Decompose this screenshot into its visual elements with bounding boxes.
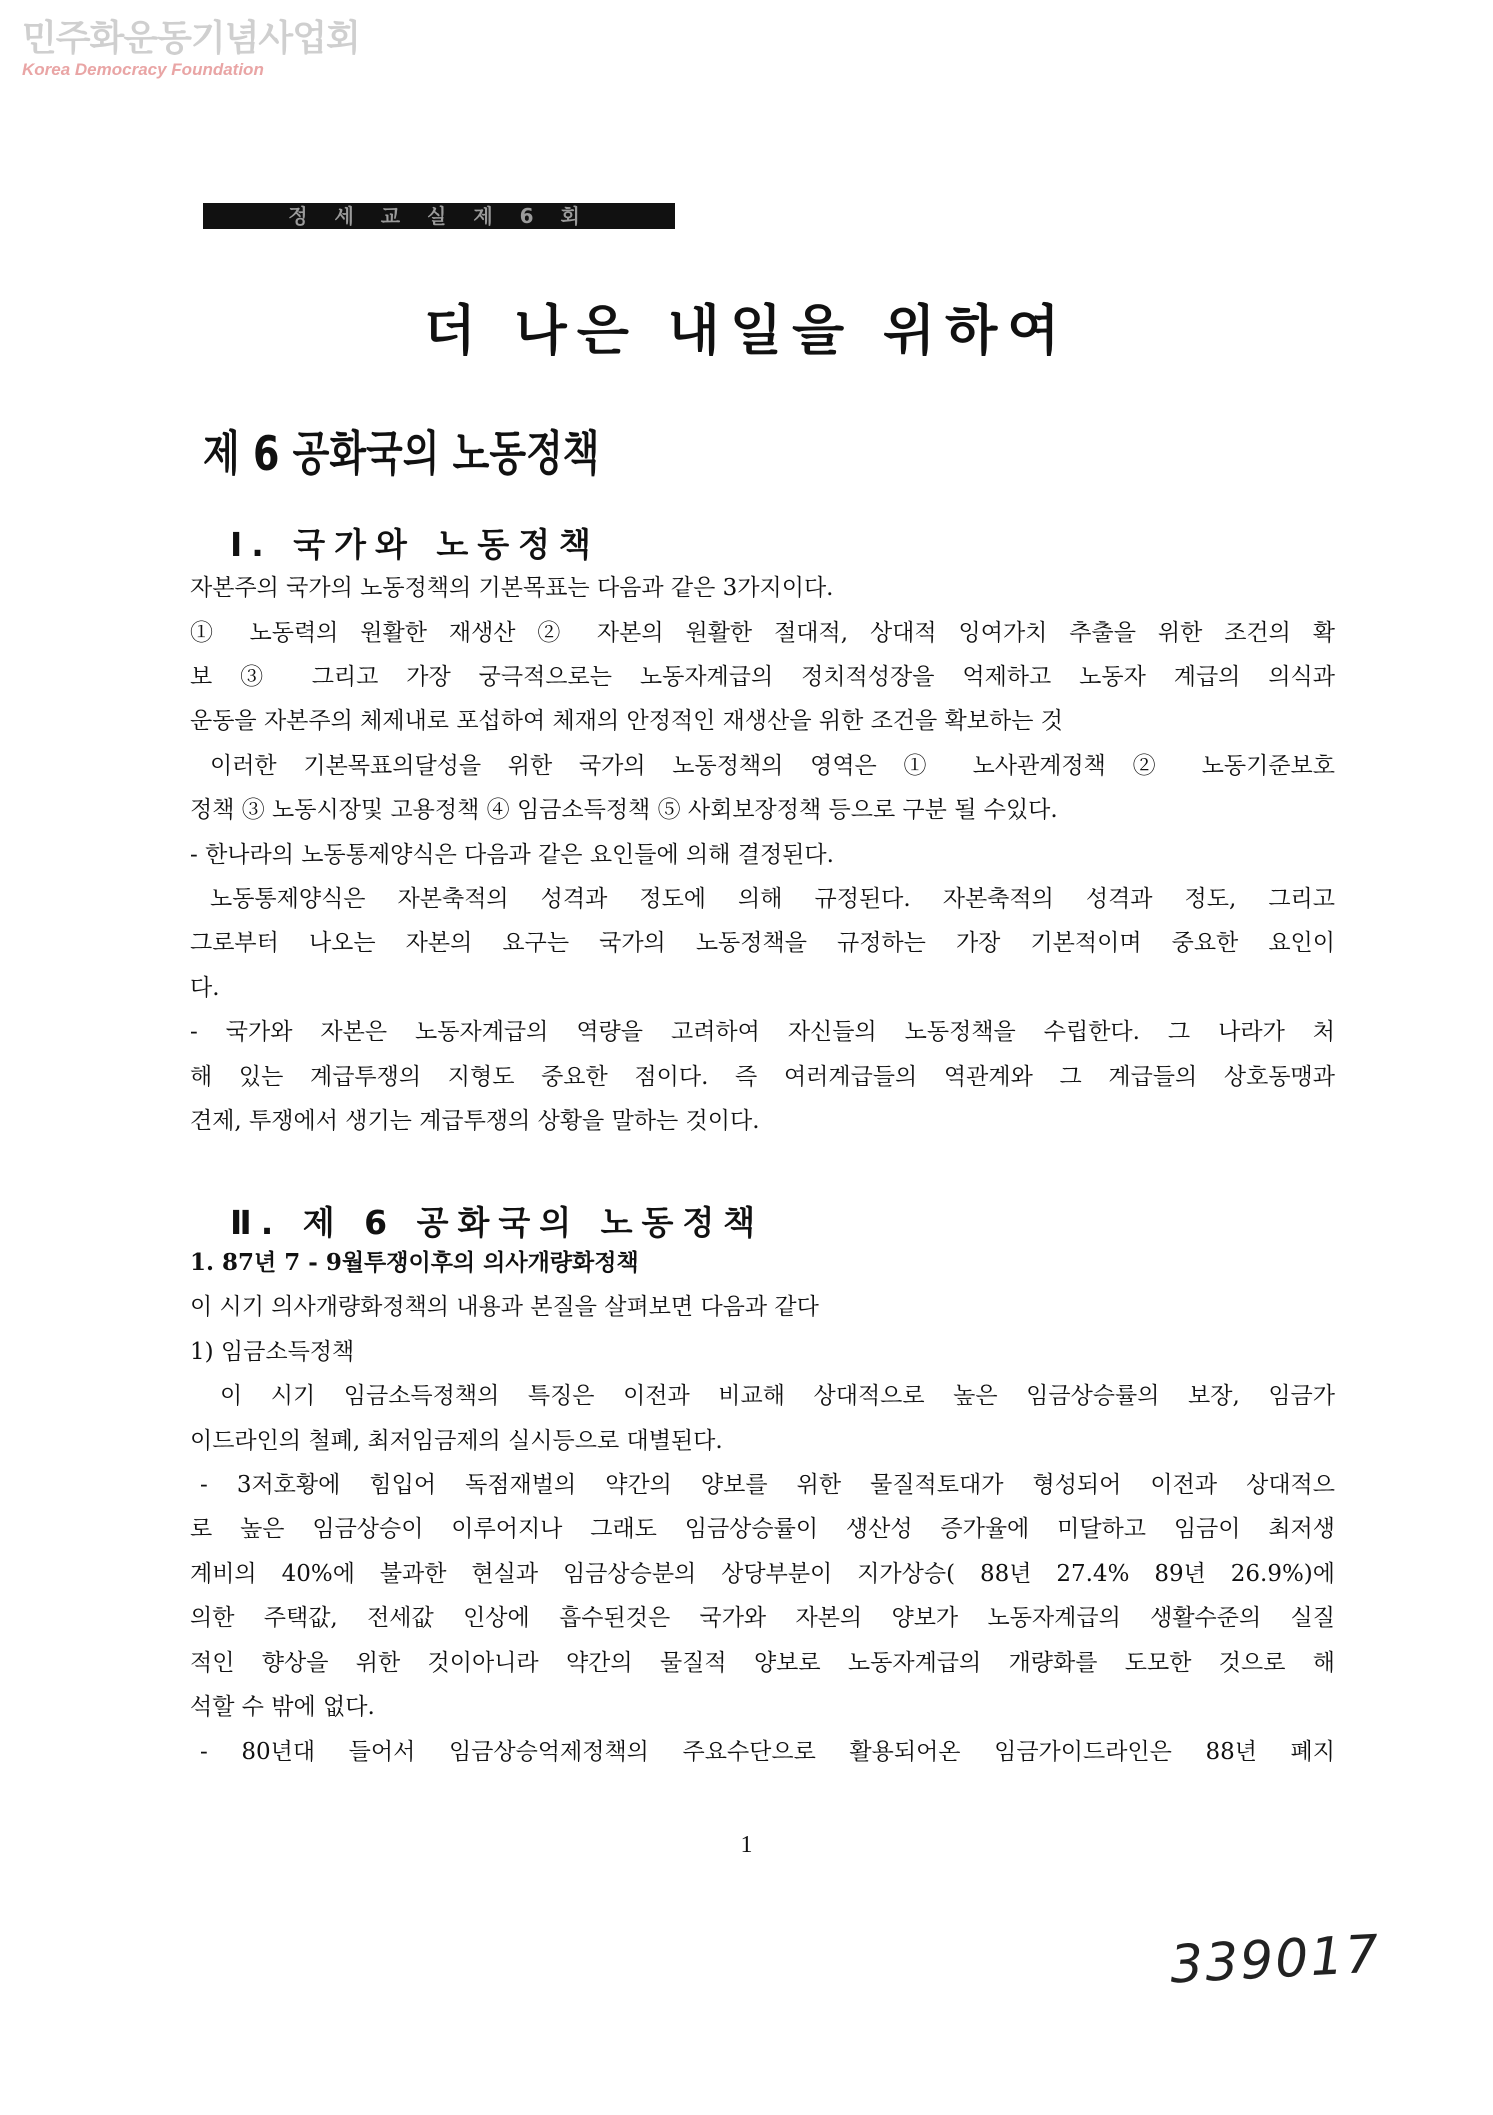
section-2-line: 적인 향상을 위한 것이아니라 약간의 물질적 양보로 노동자계급의 개량화를 도모한 것으로 해 xyxy=(190,1650,1335,1676)
section-1-line: 운동을 자본주의 체제내로 포섭하여 체재의 안정적인 재생산을 위한 조건을 확보하는 것 xyxy=(190,708,1063,734)
section-1-line: 해 있는 계급투쟁의 지형도 중요한 점이다. 즉 여러계급들의 역관계와 그 계급들의 상호동맹과 xyxy=(190,1064,1335,1090)
section-2-line: 이 시기 임금소득정책의 특징은 이전과 비교해 상대적으로 높은 임금상승률의 보장, 임금가 xyxy=(220,1383,1335,1409)
watermark-logo xyxy=(22,18,360,80)
watermark-english: Korea Democracy Foundation xyxy=(22,60,264,79)
section-2-line: 이드라인의 철폐, 최저임금제의 실시등으로 대별된다. xyxy=(190,1428,723,1454)
section-1-line: 자본주의 국가의 노동정책의 기본목표는 다음과 같은 3가지이다. xyxy=(190,575,834,601)
document-subtitle: 제 6 공화국의 노동정책 xyxy=(203,426,600,482)
section-1-line: 정책 ③ 노동시장및 고용정책 ④ 임금소득정책 ⑤ 사회보장정책 등으로 구분 될 수있다. xyxy=(190,797,1058,823)
section-1-line: 노동통제양식은 자본축적의 성격과 정도에 의해 규정된다. 자본축적의 성격과 정도, 그리고 xyxy=(210,886,1335,912)
section-2-line: 이 시기 의사개량화정책의 내용과 본질을 살펴보면 다음과 같다 xyxy=(190,1294,819,1320)
section-2-line: - 3저호황에 힘입어 독점재벌의 약간의 양보를 위한 물질적토대가 형성되어 이전과 상대적으 xyxy=(200,1472,1335,1498)
section-2-line: 의한 주택값, 전세값 인상에 흡수된것은 국가와 자본의 양보가 노동자계급의 생활수준의 실질 xyxy=(190,1605,1335,1631)
section-1-line: 이러한 기본목표의달성을 위한 국가의 노동정책의 영역은 ① 노사관계정책 ② 노동기준보호 xyxy=(210,753,1335,779)
series-banner: 정 세 교 실 제 6 회 xyxy=(203,203,675,229)
page-number: 1 xyxy=(740,1832,753,1858)
section-2-line: 석할 수 밖에 없다. xyxy=(190,1694,375,1720)
section-1-line: - 한나라의 노동통제양식은 다음과 같은 요인들에 의해 결정된다. xyxy=(190,842,834,868)
section-2-line: 계비의 40%에 불과한 현실과 임금상승분의 상당부분이 지가상승( 88년 27.4% 89년 26.9%)에 xyxy=(190,1561,1335,1587)
section-1-line: - 국가와 자본은 노동자계급의 역량을 고려하여 자신들의 노동정책을 수립한다. 그 나라가 처 xyxy=(190,1019,1335,1045)
watermark-korean: 민주화운동기념사업회 xyxy=(22,18,360,59)
section-2-heading: Ⅱ. 제 6 공화국의 노동정책 xyxy=(230,1203,765,1242)
handwritten-archive-number: 339017 xyxy=(1168,1924,1382,1996)
section-2-line: 로 높은 임금상승이 이루어지나 그래도 임금상승률이 생산성 증가율에 미달하고 임금이 최저생 xyxy=(190,1516,1335,1542)
section-2-subheading: 1. 87년 7 - 9월투쟁이후의 의사개량화정책 xyxy=(190,1249,639,1276)
section-1-line: ① 노동력의 원활한 재생산 ② 자본의 원활한 절대적, 상대적 잉여가치 추출을 위한 조건의 확 xyxy=(190,620,1335,646)
section-1-line: 그로부터 나오는 자본의 요구는 국가의 노동정책을 규정하는 가장 기본적이며 중요한 요인이 xyxy=(190,930,1335,956)
page-title: 더 나은 내일을 위하여 xyxy=(423,299,1070,362)
section-1-line: 견제, 투쟁에서 생기는 계급투쟁의 상황을 말하는 것이다. xyxy=(190,1108,760,1134)
section-1-line: 다. xyxy=(190,975,220,1001)
section-1-heading: Ⅰ. 국가와 노동정책 xyxy=(230,525,600,564)
section-2-subheading: 1) 임금소득정책 xyxy=(190,1339,355,1365)
section-1-line: 보 ③ 그리고 가장 궁극적으로는 노동자계급의 정치적성장을 억제하고 노동자 계급의 의식과 xyxy=(190,664,1335,690)
section-2-line: - 80년대 들어서 임금상승억제정책의 주요수단으로 활용되어온 임금가이드라인은 88년 폐지 xyxy=(200,1739,1335,1765)
